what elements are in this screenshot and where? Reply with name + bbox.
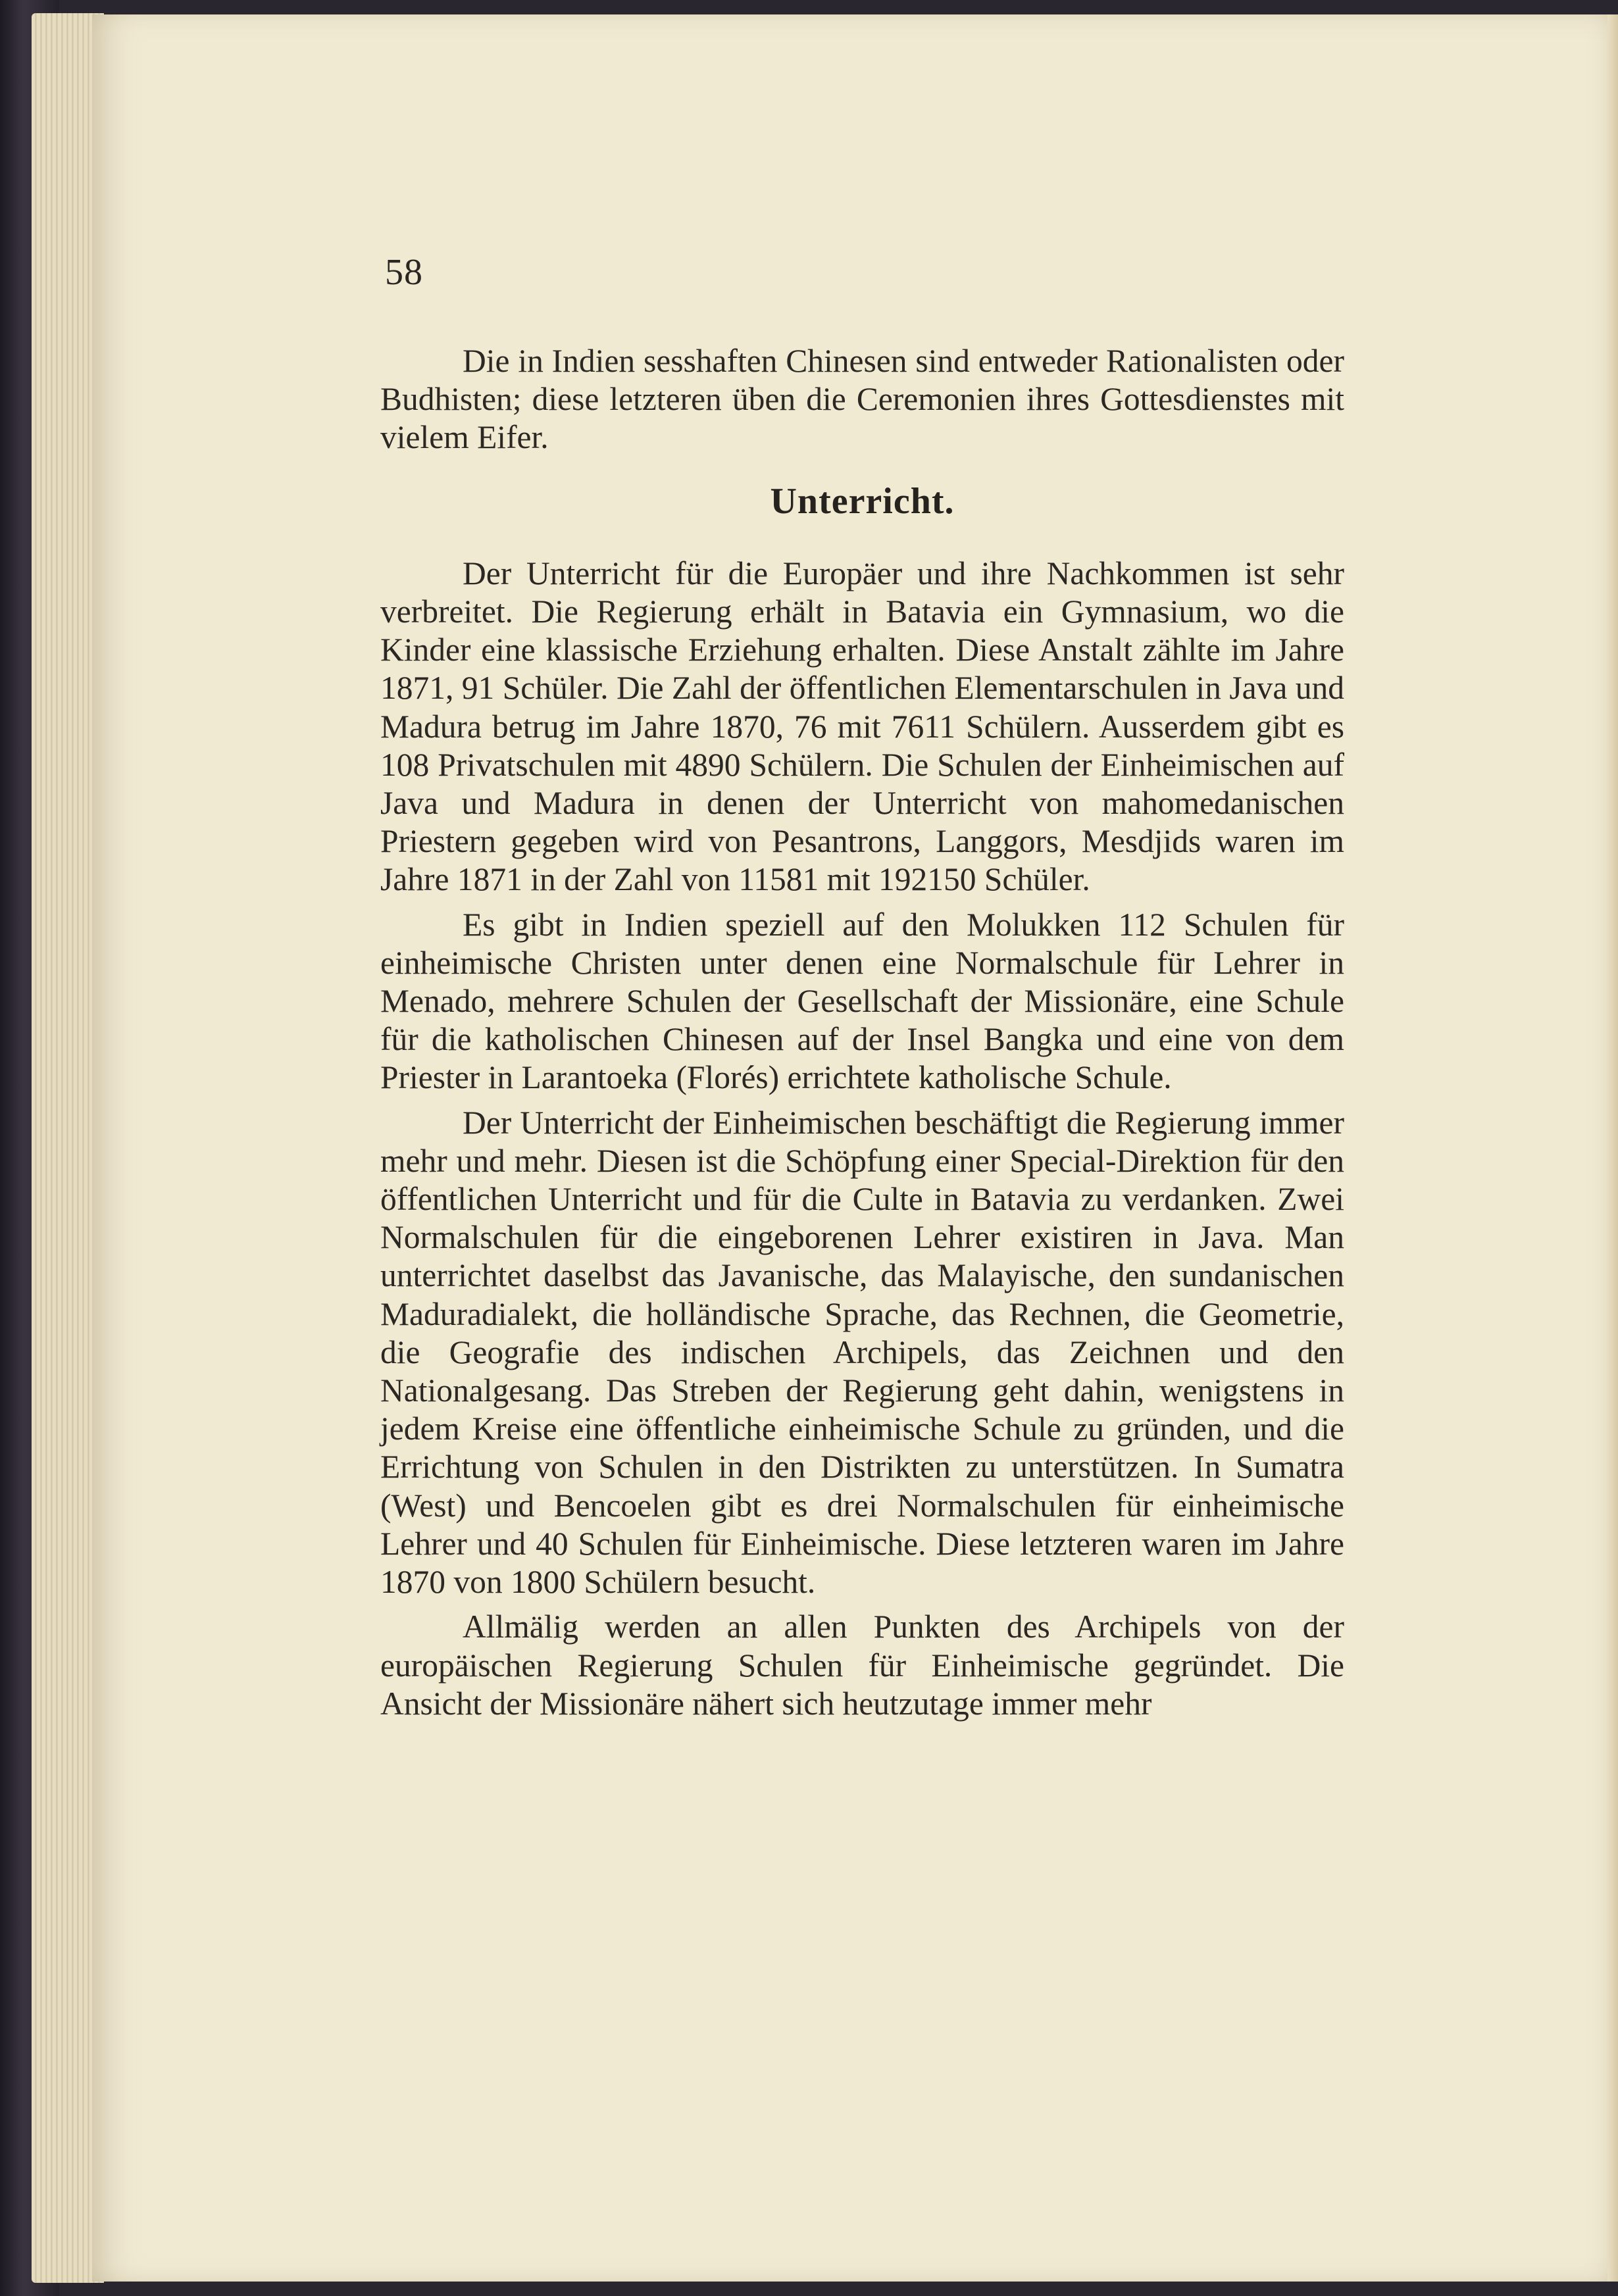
paragraph-chinesen: Die in Indien sesshaften Chinesen sind entweder Rationalisten oder Budhisten; diese letzteren üben die Ceremonien ihres Gottesdienstes mit vielem Eifer. xyxy=(380,343,1344,456)
page-fore-edge xyxy=(1607,14,1618,2282)
paragraph-einheimische: Der Unterricht der Einheimischen beschäftigt die Regierung immer mehr und mehr. Diesen ist die Schöpfung einer Special-Direktion für den öffentlichen Unterricht und für die Culte in Batavia zu verdanken. Zwei Normalschulen für die eingeborenen Lehrer existiren in Java. Man unterrichtet daselbst das Javanische, das Malayische, den sundanischen Maduradialekt, die holländische Sprache, das Rechnen, die Geometrie, die Geografie des indischen Archipels, das Zeichnen und den Nationalgesang. Das Streben der Regierung geht dahin, wenigstens in jedem Kreise eine öffentliche einheimische Schule zu gründen, und die Errichtung von Schulen in den Distrikten zu unterstützen. In Sumatra (West) und Bencoelen gibt es drei Normalschulen für einheimische Lehrer und 40 Schulen für Einheimische. Diese letzteren waren im Jahre 1870 von 1800 Schülern besucht. xyxy=(380,1104,1344,1601)
page-text xyxy=(380,342,1344,1723)
paragraph-archipel: Allmälig werden an allen Punkten des Archipels von der europäischen Regierung Schulen für Einheimische gegründet. Die Ansicht der Missionäre nähert sich heutzutage immer mehr xyxy=(380,1609,1344,1722)
paragraph-molukken: Es gibt in Indien speziell auf den Molukken 112 Schulen für einheimische Christen unter denen eine Normalschule für Lehrer in Menado, mehrere Schulen der Gesellschaft der Missionäre, eine Schule für die katholischen Chinesen auf der Insel Bangka und eine von dem Priester in Larantoeka (Florés) errichtete katholische Schule. xyxy=(380,906,1344,1096)
section-heading: Unterricht. xyxy=(770,480,955,522)
page-number: 58 xyxy=(385,252,423,293)
paragraph-europaeer: Der Unterricht für die Europäer und ihre Nachkommen ist sehr verbreitet. Die Regierung erhält in Batavia ein Gymnasium, wo die Kinder eine klassische Erziehung erhalten. Diese Anstalt zählte im Jahre 1871, 91 Schüler. Die Zahl der öffentlichen Elementarschulen in Java und Madura betrug im Jahre 1870, 76 mit 7611 Schülern. Ausserdem gibt es 108 Privatschulen mit 4890 Schülern. Die Schulen der Einheimischen auf Java und Madura in denen der Unterricht von mahomedanischen Priestern gegeben wird von Pesantrons, Langgors, Mesdjids waren im Jahre 1871 in der Zahl von 11581 mit 192150 Schüler. xyxy=(380,555,1344,898)
